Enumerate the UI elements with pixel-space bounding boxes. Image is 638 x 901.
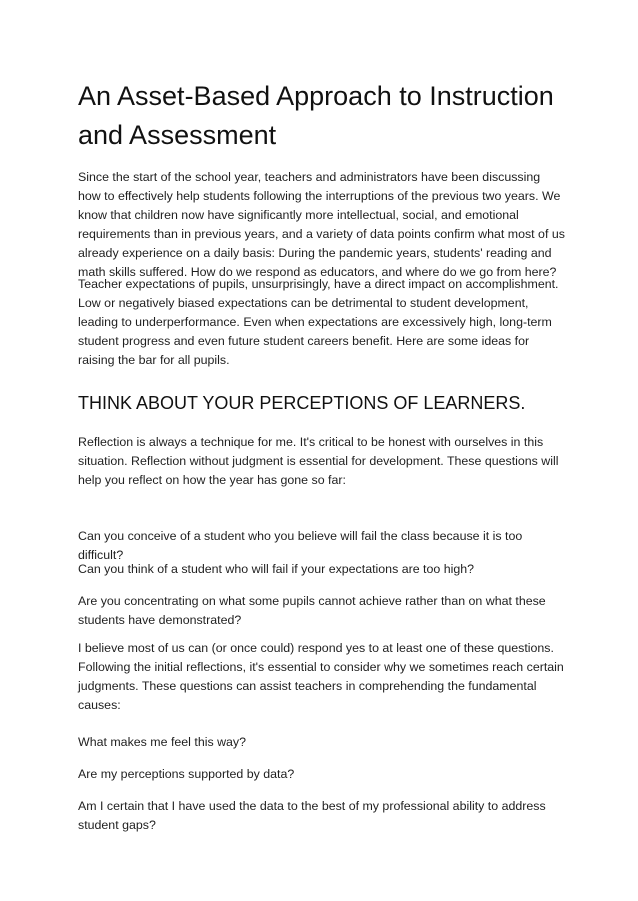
transition-paragraph: I believe most of us can (or once could) respond yes to at least one of these questions. Following the initial reflections, it's essential to consider why we sometimes reach certain judgments. These questions can assist teachers in comprehending the fundamental causes: [78,641,564,712]
intro-paragraph-2: Teacher expectations of pupils, unsurprisingly, have a direct impact on accomplishment. Low or negatively biased expectations can be detrimental to student development, leading to underperformance. Even when expectations are excessively high, long-term student progress and even future student careers benefit. Here are some ideas for raising the bar for all pupils. [78,277,559,367]
section-heading: THINK ABOUT YOUR PERCEPTIONS OF LEARNERS. [78,393,526,413]
document-title: An Asset-Based Approach to Instruction and Assessment [78,81,554,150]
reflection-question-3: Are you concentrating on what some pupils cannot achieve rather than on what these students have demonstrated? [78,594,546,627]
section-intro-paragraph: Reflection is always a technique for me. It's critical to be honest with ourselves in this situation. Reflection without judgment is essential for development. These questions will help you reflect on how the year has gone so far: [78,435,559,487]
reflection-question-1: Can you conceive of a student who you believe will fail the class because it is too difficult? [78,529,523,562]
intro-paragraph-1: Since the start of the school year, teachers and administrators have been discussing how to effectively help students following the interruptions of the previous two years. We know that children now have significantly more intellectual, social, and emotional requirements than in previous years, and a variety of data points confirm what most of us already experience on a daily basis: During the pandemic years, students' reading and math skills suffered. How do we respond as educators, and where do we go from here? [78,170,565,279]
reflection-question-2: Can you think of a student who will fail if your expectations are too high? [78,562,475,576]
cause-question-2: Are my perceptions supported by data? [78,767,295,781]
cause-question-1: What makes me feel this way? [78,735,247,749]
cause-question-3: Am I certain that I have used the data to the best of my professional ability to address student gaps? [78,799,546,832]
